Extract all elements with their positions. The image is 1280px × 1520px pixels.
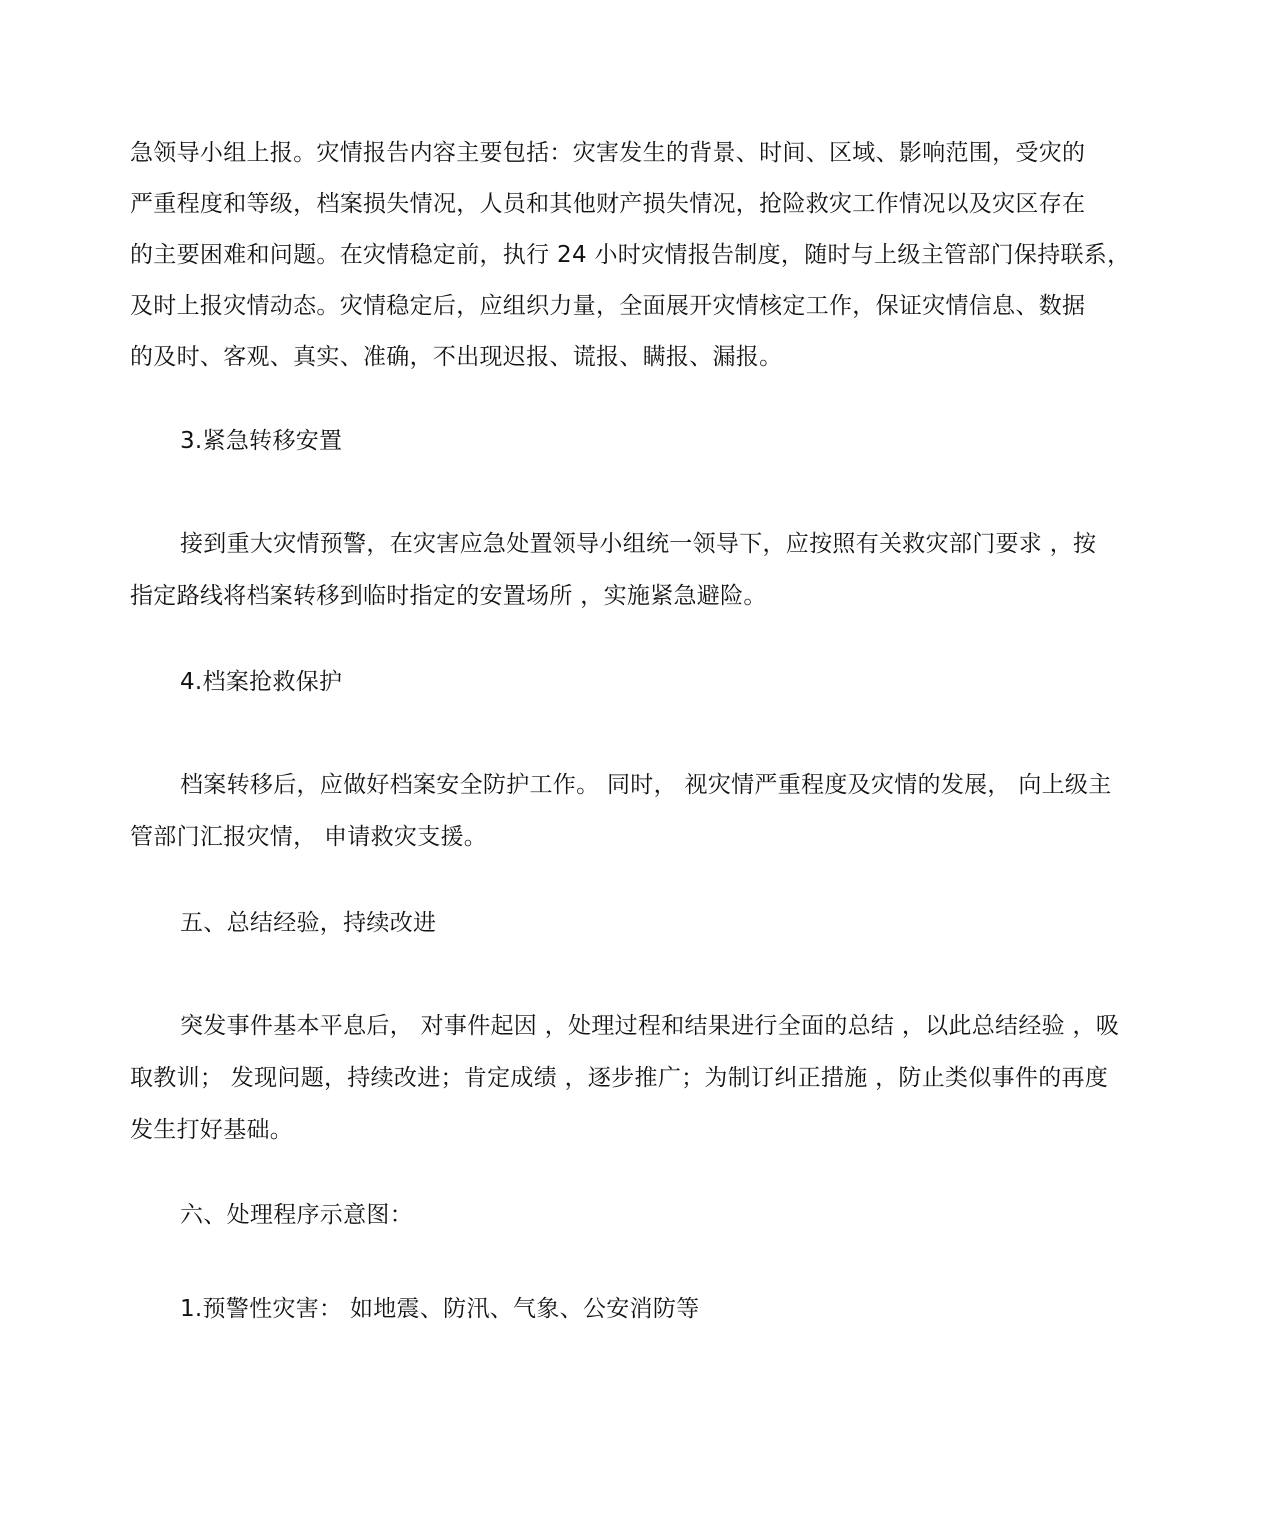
section-heading-emergency-transfer: 3.紧急转移安置 [180, 428, 343, 454]
paragraph-summary-line-1: 突发事件基本平息后， 对事件起因 ，处理过程和结果进行全面的总结 ，以此总结经验 ，吸 [180, 1013, 1120, 1039]
paragraph-summary-line-2: 取教训； 发现问题，持续改进；肯定成绩 ，逐步推广；为制订纠正措施 ，防止类似事件的再度 [130, 1065, 1109, 1091]
section-heading-archive-rescue: 4.档案抢救保护 [180, 669, 343, 695]
paragraph-rescue-line-1: 档案转移后，应做好档案安全防护工作。 同时， 视灾情严重程度及灾情的发展， 向上级主 [180, 772, 1112, 798]
paragraph-report-line-5: 的及时、客观、真实、准确，不出现迟报、谎报、瞒报、漏报。 [130, 344, 783, 370]
section-heading-summary: 五、总结经验，持续改进 [180, 910, 437, 936]
paragraph-report-line-3: 的主要困难和问题。在灾情稳定前，执行 24 小时灾情报告制度，随时与上级主管部门保持联系， [130, 242, 1131, 268]
subsection-heading-warning-disaster: 1.预警性灾害： 如地震、防汛、气象、公安消防等 [180, 1296, 700, 1322]
paragraph-rescue-line-2: 管部门汇报灾情， 申请救灾支援。 [130, 824, 488, 850]
paragraph-transfer-line-2: 指定路线将档案转移到临时指定的安置场所 ，实施紧急避险。 [130, 583, 767, 609]
paragraph-report-line-1: 急领导小组上报。灾情报告内容主要包括：灾害发生的背景、时间、区域、影响范围，受灾的 [130, 140, 1086, 166]
paragraph-transfer-line-1: 接到重大灾情预警，在灾害应急处置领导小组统一领导下，应按照有关救灾部门要求 ，按 [180, 531, 1097, 557]
paragraph-report-line-2: 严重程度和等级，档案损失情况，人员和其他财产损失情况，抢险救灾工作情况以及灾区存在 [130, 191, 1086, 217]
section-heading-procedure-diagram: 六、处理程序示意图： [180, 1202, 413, 1228]
paragraph-summary-line-3: 发生打好基础。 [130, 1117, 294, 1143]
paragraph-report-line-4: 及时上报灾情动态。灾情稳定后，应组织力量，全面展开灾情核定工作，保证灾情信息、数据 [130, 293, 1086, 319]
